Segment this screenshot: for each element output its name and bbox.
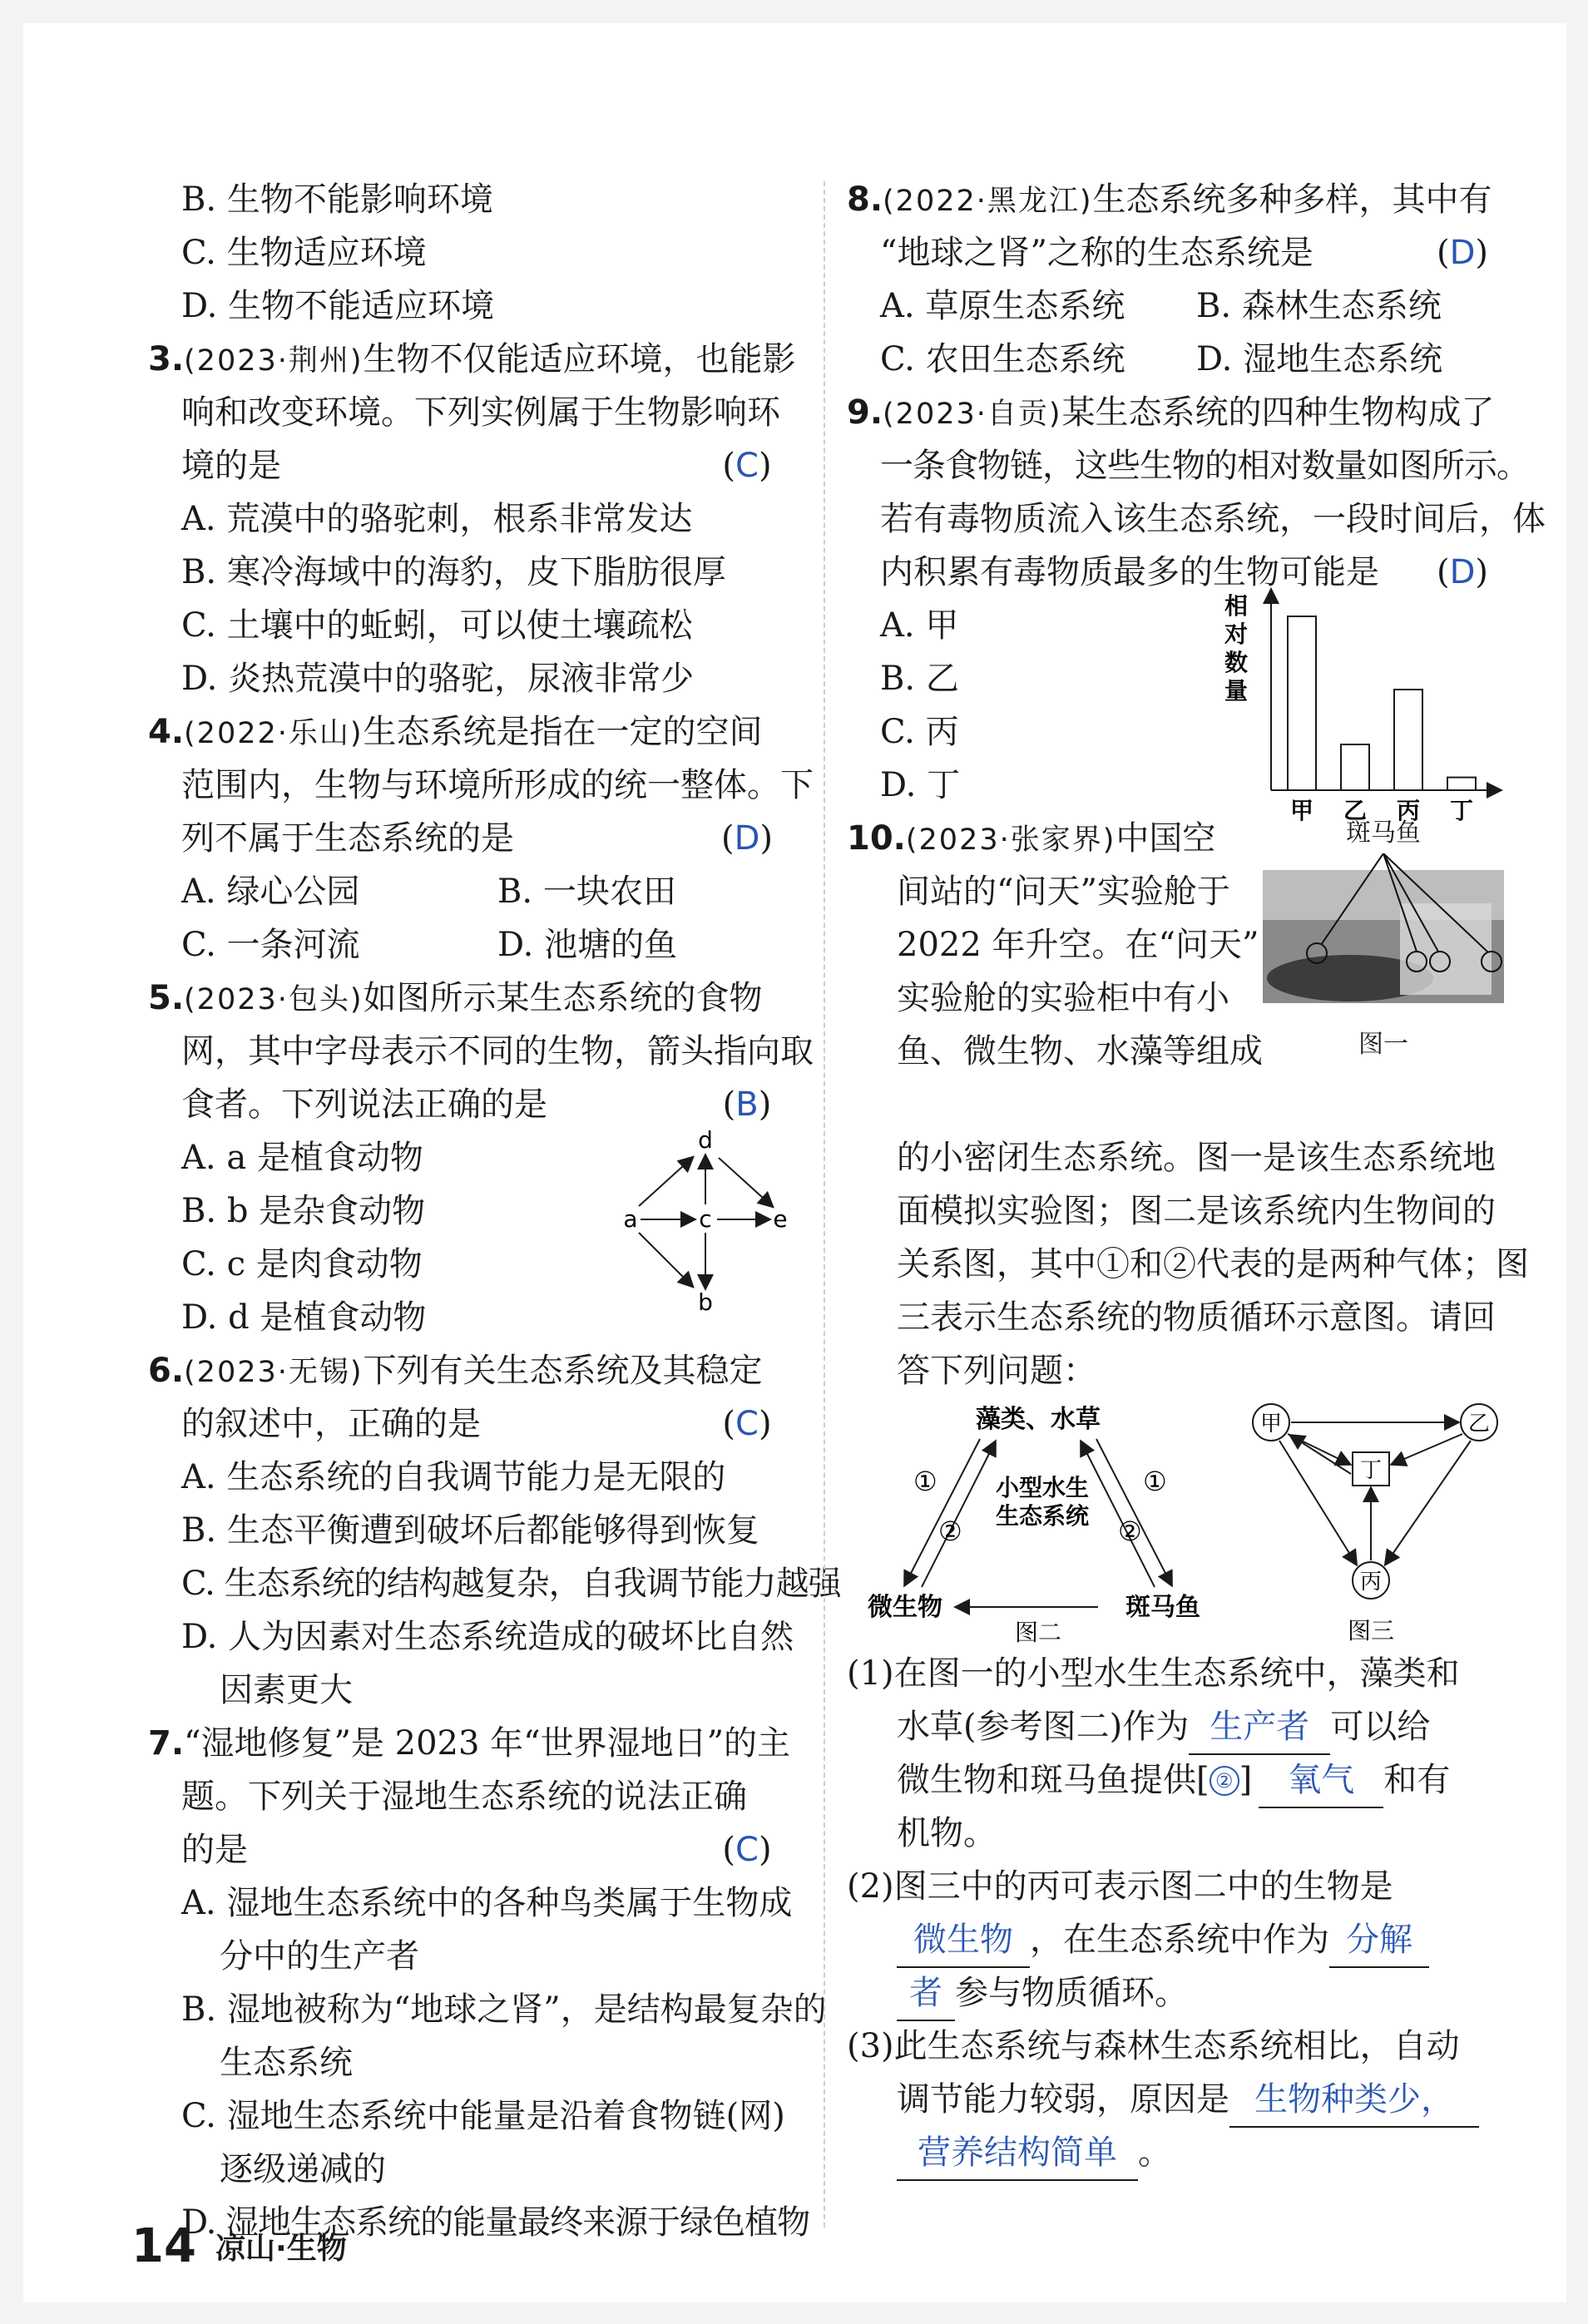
q10-sub1-text2b: 可以给: [1330, 1708, 1431, 1746]
q7-option-a-line1: A. 湿地生态系统中的各种鸟类属于生物成: [181, 1884, 793, 1922]
fig3-jia: 甲: [1259, 1412, 1283, 1436]
q10-stem-text1: 中国空: [1116, 819, 1216, 858]
q5-option-b: B. b 是杂食动物: [181, 1192, 426, 1230]
q8-source: (2022·黑龙江): [883, 185, 1093, 218]
q4-option-d: D. 池塘的鱼: [497, 926, 678, 964]
q10-stem-line9: 三表示生态系统的物质循环示意图。请回: [897, 1298, 1496, 1337]
q6-option-d-line2: 因素更大: [220, 1671, 353, 1709]
photo-plants: [1400, 903, 1492, 995]
q10-sub1-answer-oxygen: 氧气: [1259, 1753, 1383, 1808]
q8-option-c: C. 农田生态系统: [880, 340, 1125, 378]
q10-sub2-answer-decomposer1: 分解: [1329, 1913, 1429, 1968]
q9-option-c: C. 丙: [880, 713, 959, 751]
q3-stem-line2: 响和改变环境。下列实例属于生物影响环: [181, 393, 780, 432]
q2-option-d: D. 生物不能适应环境: [181, 287, 495, 325]
q9-option-a: A. 甲: [880, 606, 959, 645]
q5-stem-line2: 网，其中字母表示不同的生物，箭头指向取: [181, 1032, 814, 1071]
chart-bars: [1288, 616, 1476, 790]
q10-sub2-line3: [847, 1966, 1512, 2020]
q10-stem-line3: 2022 年升空。在“问天”: [897, 926, 1259, 964]
q10-sub3-line3: [847, 2126, 1512, 2179]
q5-option-a: A. a 是植食动物: [181, 1139, 423, 1177]
page: [23, 23, 1566, 2302]
q10-sub2-answer-decomposer2: 者: [897, 1966, 955, 2021]
q6-option-d-line1: D. 人为因素对生态系统造成的破坏比自然: [181, 1618, 794, 1656]
q7-option-b-line1: B. 湿地被称为“地球之肾”，是结构最复杂的: [181, 1990, 827, 2029]
q6-number: 6.: [148, 1352, 185, 1390]
q10-sub3-line2: [847, 2073, 1512, 2126]
q10-sub1-answer-producer: 生产者: [1189, 1700, 1330, 1755]
q4-option-a: A. 绿心公园: [181, 873, 360, 911]
q5-stem-text3: 食者。下列说法正确的是: [181, 1085, 547, 1124]
q9-option-b: B. 乙: [880, 660, 959, 698]
fig2-zebrafish-node: 斑马鱼: [1125, 1593, 1200, 1622]
figure1-caption: 图一: [1358, 1030, 1408, 1059]
q5-source: (2023·包头): [184, 983, 364, 1016]
chart-ylabel-char-2: 数: [1224, 649, 1249, 676]
q8-stem-line1: [847, 173, 1512, 226]
q3-stem-line1: [148, 333, 797, 386]
fig3-caption: 图三: [1347, 1617, 1395, 1644]
q7-option-c-line2: 逐级递减的: [220, 2150, 386, 2188]
q9-answer-bracket: (D): [1436, 553, 1489, 591]
q4-answer: D: [734, 819, 760, 858]
q3-answer-bracket: (C): [722, 447, 772, 485]
q8-answer: D: [1449, 234, 1476, 272]
q6-answer-bracket: (C): [722, 1405, 772, 1443]
q3-number: 3.: [148, 340, 185, 378]
chart-bar-2: [1394, 690, 1422, 790]
q10-sub1-line4: 机物。: [897, 1814, 997, 1852]
q10-sub3-answer-part1: 生物种类少，: [1229, 2073, 1479, 2128]
q8-option-b: B. 森林生态系统: [1196, 287, 1442, 325]
q9-options-block: [847, 592, 1512, 823]
page-footer: [131, 2219, 347, 2277]
q7-option-a-line2: 分中的生产者: [220, 1937, 419, 1975]
q10-stem-line6: 的小密闭生态系统。图一是该生态系统地: [897, 1139, 1496, 1177]
q10-figures-2-3: [847, 1397, 1512, 1647]
q9-source: (2023·自贡): [883, 398, 1062, 431]
q6-stem-line1: [148, 1344, 797, 1397]
q9-stem-line1: [847, 386, 1512, 439]
web-node-e: e: [773, 1205, 788, 1233]
q4-options-row1: [148, 865, 797, 918]
q7-option-d: D. 湿地生态系统的能量最终来源于绿色植物: [181, 2203, 810, 2242]
q10-sub1-line2: [847, 1700, 1512, 1753]
q6-stem-line2: [148, 1397, 797, 1451]
q10-sub1-text2a: 水草(参考图二)作为: [897, 1708, 1190, 1746]
chart-bar-1: [1341, 744, 1369, 790]
q10-sub1-text3b: ]: [1239, 1761, 1253, 1799]
chart-ylabel: [1224, 592, 1248, 705]
q10-stem-line10: 答下列问题：: [897, 1352, 1096, 1390]
q4-number: 4.: [148, 713, 185, 751]
left-column: [148, 173, 841, 2249]
fig2-arrow-fish-algae-2: [1081, 1442, 1155, 1587]
q10-intro-block: [847, 812, 1512, 1131]
q4-stem-line1: [148, 705, 797, 759]
q8-stem-text2: “地球之肾”之称的生态系统是: [880, 234, 1313, 272]
q4-option-b: B. 一块农田: [497, 873, 676, 911]
q6-stem-text1: 下列有关生态系统及其稳定: [363, 1352, 763, 1390]
q7-option-c-line1: C. 湿地生态系统中能量是沿着食物链(网): [181, 2097, 785, 2135]
q4-options-row2: [148, 918, 797, 972]
fig2-microbe-node: 微生物: [868, 1593, 942, 1622]
q3-option-d: D. 炎热荒漠中的骆驼，尿液非常少: [181, 660, 695, 698]
chart-x-tick-3: 丁: [1449, 797, 1474, 823]
q4-answer-bracket: (D): [720, 819, 774, 858]
q10-stem-line4: 实验舱的实验柜中有小: [897, 979, 1229, 1017]
q10-sub1-text3a: 微生物和斑马鱼提供[: [897, 1761, 1210, 1799]
fig3-yi: 乙: [1467, 1412, 1491, 1436]
q3-option-b: B. 寒冷海域中的海豹，皮下脂肪很厚: [181, 553, 726, 591]
q3-source: (2023·荆州): [184, 344, 364, 378]
q5-option-d: D. d 是植食动物: [181, 1298, 427, 1337]
figure2-figure3-diagrams: [847, 1397, 1512, 1647]
q10-sub1-line1: (1)在图一的小型水生生态系统中，藻类和: [847, 1654, 1460, 1693]
q4-stem-line2: 范围内，生物与环境所形成的统一整体。下: [181, 766, 814, 804]
q3-stem-text1: 生物不仅能适应环境，也能影: [363, 340, 796, 378]
q3-answer: C: [735, 447, 759, 485]
q3-option-c: C. 土壤中的蚯蚓，可以使土壤疏松: [181, 606, 693, 645]
column-divider: [824, 181, 826, 2228]
chart-ylabel-char-1: 对: [1224, 621, 1249, 648]
q7-stem-line1: [148, 1717, 797, 1770]
q10-source: (2023·张家界): [905, 823, 1116, 857]
q5-number: 5.: [148, 979, 185, 1017]
q5-answer-bracket: (B): [722, 1085, 772, 1124]
q4-stem-text3: 列不属于生态系统的是: [181, 819, 514, 858]
chart-x-tick-0: 甲: [1289, 797, 1314, 823]
right-column: [847, 173, 1546, 2179]
q9-number: 9.: [847, 393, 883, 432]
q5-stem-line1: [148, 972, 797, 1025]
fig2-marker-2-left: ②: [938, 1516, 962, 1547]
web-arrow-d-e: [719, 1158, 772, 1206]
q10-sub3-text2a: 调节能力较弱，原因是: [897, 2080, 1229, 2119]
q8-option-a: A. 草原生态系统: [880, 287, 1125, 325]
q4-source: (2022·乐山): [184, 717, 364, 750]
q3-option-a: A. 荒漠中的骆驼刺，根系非常发达: [181, 500, 693, 538]
q5-stem-text1: 如图所示某生态系统的食物: [363, 979, 763, 1017]
q9-option-d: D. 丁: [880, 766, 961, 804]
q9-bar-chart: [1213, 582, 1512, 823]
q5-options-block: [148, 1126, 797, 1344]
web-arrow-a-d: [639, 1158, 692, 1206]
q10-stem-line2: 间站的“问天”实验舱于: [897, 873, 1230, 911]
fig3-bing: 丙: [1359, 1570, 1383, 1595]
web-arrow-a-b: [639, 1233, 692, 1286]
figure1-label: 斑马鱼: [1346, 818, 1421, 848]
chart-ylabel-char-3: 量: [1224, 677, 1249, 705]
q10-figure1: [1254, 812, 1512, 1086]
q6-answer: C: [735, 1405, 759, 1443]
q7-stem-line2: 题。下列关于湿地生态系统的说法正确: [181, 1778, 747, 1816]
q7-option-b-line2: 生态系统: [220, 2044, 353, 2082]
q4-option-c: C. 一条河流: [181, 926, 360, 964]
q8-stem-line2: [847, 226, 1512, 279]
q6-option-c: C. 生态系统的结构越复杂，自我调节能力越强: [181, 1565, 841, 1603]
fig2-marker-1-right: ①: [1143, 1466, 1167, 1497]
fig2-arrow-algae-fish-1: [1096, 1439, 1171, 1585]
page-number: 14: [131, 2219, 196, 2273]
q5-answer: B: [735, 1085, 759, 1124]
q10-sub2-line1: (2)图三中的丙可表示图二中的生物是: [847, 1867, 1393, 1906]
q8-answer-bracket: (D): [1436, 234, 1489, 272]
q7-stem-line3: [148, 1823, 797, 1877]
web-node-b: b: [698, 1288, 713, 1316]
q9-stem-line3: 若有毒物质流入该生态系统，一段时间后，体: [880, 500, 1546, 538]
figure1-photo: [1259, 853, 1508, 1003]
q7-number: 7.: [148, 1724, 185, 1763]
q10-sub3-text3b: 。: [1138, 2134, 1171, 2172]
q6-option-a: A. 生态系统的自我调节能力是无限的: [181, 1458, 726, 1496]
fig3-arrow-yi-bing: [1386, 1441, 1471, 1564]
fig2-center-line2: 生态系统: [995, 1502, 1090, 1530]
q10-sub1-answer-gas-number: ②: [1210, 1766, 1239, 1796]
q3-stem-text3: 境的是: [181, 447, 281, 485]
q8-number: 8.: [847, 180, 883, 219]
q8-options-row2: [847, 333, 1512, 386]
q7-answer-bracket: (C): [722, 1831, 772, 1869]
web-node-a: a: [623, 1205, 638, 1233]
fig2-arrow-algae-microbe-1: [905, 1439, 980, 1585]
q10-sub2-line2: [847, 1913, 1512, 1966]
fig2-caption: 图二: [1014, 1619, 1062, 1646]
q10-sub2-text2a: ，在生态系统中作为: [1030, 1921, 1329, 1959]
q5-option-c: C. c 是肉食动物: [181, 1245, 423, 1283]
q4-stem-text1: 生态系统是指在一定的空间: [363, 713, 763, 751]
q8-option-d: D. 湿地生态系统: [1196, 340, 1443, 378]
q9-stem-line2: 一条食物链，这些生物的相对数量如图所示。: [880, 447, 1529, 485]
q6-source: (2023·无锡): [184, 1356, 364, 1389]
chart-bar-3: [1447, 778, 1476, 790]
q7-stem-text3: 的是: [181, 1831, 248, 1869]
q10-sub2-answer-microbe: 微生物: [897, 1913, 1030, 1968]
q10-stem-line5: 鱼、微生物、水藻等组成: [897, 1032, 1263, 1071]
q10-sub3-line1: (3)此生态系统与森林生态系统相比，自动: [847, 2027, 1460, 2065]
q7-stem-text1: “湿地修复”是 2023 年“世界湿地日”的主: [184, 1724, 791, 1763]
fig3-arrow-ding-jia: [1291, 1436, 1351, 1474]
q9-stem-text4: 内积累有毒物质最多的生物可能是: [880, 553, 1379, 591]
chart-ylabel-char-0: 相: [1224, 592, 1249, 620]
q2-option-b: B. 生物不能影响环境: [181, 180, 493, 219]
q7-answer: C: [735, 1831, 759, 1869]
fig2-marker-1-left: ①: [913, 1466, 937, 1497]
chart-x-tick-1: 乙: [1343, 797, 1368, 823]
web-node-c: c: [699, 1205, 712, 1233]
q3-stem-line3: [148, 439, 797, 492]
q2-option-c: C. 生物适应环境: [181, 234, 427, 272]
q8-options-row1: [847, 279, 1512, 333]
q6-stem-text2: 的叙述中，正确的是: [181, 1405, 481, 1443]
fig2-center-line1: 小型水生: [995, 1474, 1090, 1501]
q6-option-b: B. 生态平衡遭到破坏后都能够得到恢复: [181, 1511, 759, 1550]
q10-number: 10.: [847, 819, 906, 858]
q4-stem-line3: [148, 812, 797, 865]
series-title: 凉山·生物: [215, 2232, 347, 2266]
q10-sub1-text3c: 和有: [1383, 1761, 1451, 1799]
q10-sub2-text3: 参与物质循环。: [955, 1974, 1188, 2012]
q9-stem-text1: 某生态系统的四种生物构成了: [1061, 393, 1495, 432]
q10-sub3-answer-part2: 营养结构简单: [897, 2126, 1138, 2181]
fig3-arrow-jia-bing: [1279, 1441, 1356, 1564]
fig3-ding: 丁: [1359, 1458, 1383, 1483]
fig2-arrow-microbe-algae-2: [922, 1442, 995, 1587]
fig3-arrow-yi-ding: [1393, 1434, 1462, 1464]
web-node-d: d: [698, 1126, 713, 1154]
q5-food-web-diagram: [614, 1123, 797, 1331]
fig2-algae-node: 藻类、水草: [976, 1405, 1101, 1434]
q8-stem-text1: 生态系统多种多样，其中有: [1092, 180, 1492, 219]
q10-stem-line7: 面模拟实验图；图二是该系统内生物间的: [897, 1192, 1496, 1230]
fig2-marker-2-right: ②: [1118, 1516, 1142, 1547]
q10-sub1-line3: [847, 1753, 1512, 1807]
q9-answer: D: [1449, 553, 1476, 591]
q10-stem-line8: 关系图，其中①和②代表的是两种气体；图: [897, 1245, 1529, 1283]
chart-bar-0: [1288, 616, 1316, 790]
chart-x-tick-2: 丙: [1396, 797, 1421, 823]
